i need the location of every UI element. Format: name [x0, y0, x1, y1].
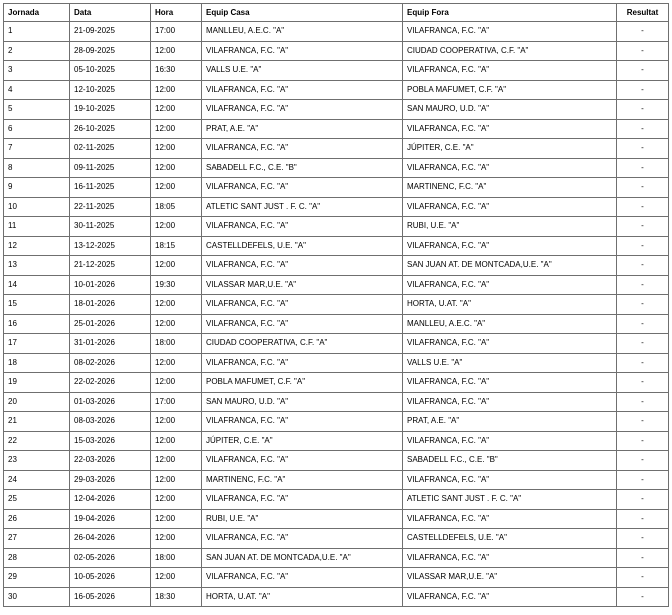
cell-jornada: 3 [4, 61, 70, 81]
table-row [4, 412, 669, 432]
table-row [4, 256, 669, 276]
cell-data: 02-11-2025 [70, 139, 151, 159]
cell-equip-casa: CASTELLDEFELS, U.E. "A" [202, 236, 403, 256]
cell-hora: 12:00 [151, 529, 202, 549]
cell-equip-fora: VILASSAR MAR,U.E. "A" [403, 568, 617, 588]
cell-equip-fora: VILAFRANCA, F.C. "A" [403, 236, 617, 256]
table-body [4, 22, 669, 607]
cell-data: 31-01-2026 [70, 334, 151, 354]
cell-hora: 12:00 [151, 178, 202, 198]
cell-equip-fora: CIUDAD COOPERATIVA, C.F. "A" [403, 41, 617, 61]
cell-resultat: - [617, 373, 669, 393]
cell-hora: 18:30 [151, 587, 202, 607]
cell-equip-fora: RUBI, U.E. "A" [403, 217, 617, 237]
cell-jornada: 29 [4, 568, 70, 588]
cell-hora: 12:00 [151, 509, 202, 529]
cell-equip-fora: MARTINENC, F.C. "A" [403, 178, 617, 198]
cell-data: 25-01-2026 [70, 314, 151, 334]
cell-data: 28-09-2025 [70, 41, 151, 61]
table-row [4, 451, 669, 471]
cell-equip-fora: VILAFRANCA, F.C. "A" [403, 197, 617, 217]
cell-data: 19-04-2026 [70, 509, 151, 529]
cell-equip-fora: VILAFRANCA, F.C. "A" [403, 548, 617, 568]
cell-data: 21-09-2025 [70, 22, 151, 42]
cell-data: 29-03-2026 [70, 470, 151, 490]
cell-equip-casa: POBLA MAFUMET, C.F. "A" [202, 373, 403, 393]
table-row [4, 314, 669, 334]
cell-equip-fora: VILAFRANCA, F.C. "A" [403, 373, 617, 393]
cell-equip-casa: JÚPITER, C.E. "A" [202, 431, 403, 451]
cell-data: 08-02-2026 [70, 353, 151, 373]
cell-equip-casa: SABADELL F.C., C.E. "B" [202, 158, 403, 178]
cell-hora: 12:00 [151, 353, 202, 373]
cell-resultat: - [617, 353, 669, 373]
table-row [4, 431, 669, 451]
cell-jornada: 7 [4, 139, 70, 159]
cell-hora: 17:00 [151, 22, 202, 42]
table-row [4, 490, 669, 510]
table-row [4, 100, 669, 120]
cell-hora: 12:00 [151, 451, 202, 471]
cell-resultat: - [617, 295, 669, 315]
cell-data: 18-01-2026 [70, 295, 151, 315]
cell-jornada: 26 [4, 509, 70, 529]
cell-equip-fora: VILAFRANCA, F.C. "A" [403, 61, 617, 81]
cell-resultat: - [617, 490, 669, 510]
cell-resultat: - [617, 529, 669, 549]
cell-jornada: 9 [4, 178, 70, 198]
cell-data: 16-05-2026 [70, 587, 151, 607]
cell-equip-casa: CIUDAD COOPERATIVA, C.F. "A" [202, 334, 403, 354]
cell-data: 09-11-2025 [70, 158, 151, 178]
cell-equip-fora: SAN MAURO, U.D. "A" [403, 100, 617, 120]
cell-data: 13-12-2025 [70, 236, 151, 256]
fixtures-container [3, 3, 668, 607]
cell-jornada: 4 [4, 80, 70, 100]
cell-hora: 12:00 [151, 158, 202, 178]
cell-resultat: - [617, 22, 669, 42]
cell-equip-casa: VILAFRANCA, F.C. "A" [202, 139, 403, 159]
cell-resultat: - [617, 119, 669, 139]
table-row [4, 22, 669, 42]
cell-data: 21-12-2025 [70, 256, 151, 276]
cell-resultat: - [617, 100, 669, 120]
cell-resultat: - [617, 236, 669, 256]
cell-jornada: 30 [4, 587, 70, 607]
cell-equip-fora: VILAFRANCA, F.C. "A" [403, 509, 617, 529]
cell-hora: 19:30 [151, 275, 202, 295]
table-row [4, 587, 669, 607]
cell-hora: 12:00 [151, 568, 202, 588]
cell-resultat: - [617, 139, 669, 159]
cell-resultat: - [617, 568, 669, 588]
cell-data: 08-03-2026 [70, 412, 151, 432]
cell-hora: 18:15 [151, 236, 202, 256]
cell-jornada: 20 [4, 392, 70, 412]
table-row [4, 275, 669, 295]
cell-jornada: 8 [4, 158, 70, 178]
cell-equip-fora: VILAFRANCA, F.C. "A" [403, 22, 617, 42]
header-equip-fora: Equip Fora [403, 4, 617, 22]
cell-jornada: 10 [4, 197, 70, 217]
cell-hora: 12:00 [151, 80, 202, 100]
cell-hora: 12:00 [151, 119, 202, 139]
cell-resultat: - [617, 431, 669, 451]
cell-equip-fora: MANLLEU, A.E.C. "A" [403, 314, 617, 334]
cell-data: 05-10-2025 [70, 61, 151, 81]
cell-data: 19-10-2025 [70, 100, 151, 120]
cell-jornada: 23 [4, 451, 70, 471]
cell-equip-casa: VILAFRANCA, F.C. "A" [202, 295, 403, 315]
cell-resultat: - [617, 178, 669, 198]
cell-equip-casa: VILAFRANCA, F.C. "A" [202, 41, 403, 61]
cell-resultat: - [617, 509, 669, 529]
table-row [4, 392, 669, 412]
cell-equip-fora: SABADELL F.C., C.E. "B" [403, 451, 617, 471]
table-row [4, 295, 669, 315]
cell-equip-casa: MANLLEU, A.E.C. "A" [202, 22, 403, 42]
cell-resultat: - [617, 587, 669, 607]
cell-resultat: - [617, 548, 669, 568]
table-row [4, 509, 669, 529]
cell-hora: 12:00 [151, 139, 202, 159]
cell-equip-casa: VILAFRANCA, F.C. "A" [202, 100, 403, 120]
fixtures-table [3, 3, 669, 607]
cell-equip-casa: VILAFRANCA, F.C. "A" [202, 217, 403, 237]
cell-hora: 12:00 [151, 295, 202, 315]
cell-hora: 12:00 [151, 314, 202, 334]
cell-jornada: 21 [4, 412, 70, 432]
cell-equip-casa: VILAFRANCA, F.C. "A" [202, 256, 403, 276]
cell-equip-fora: VILAFRANCA, F.C. "A" [403, 119, 617, 139]
table-row [4, 373, 669, 393]
cell-resultat: - [617, 80, 669, 100]
cell-resultat: - [617, 41, 669, 61]
header-jornada: Jornada [4, 4, 70, 22]
cell-resultat: - [617, 256, 669, 276]
cell-equip-casa: VILASSAR MAR,U.E. "A" [202, 275, 403, 295]
cell-equip-fora: VILAFRANCA, F.C. "A" [403, 587, 617, 607]
cell-equip-casa: VILAFRANCA, F.C. "A" [202, 353, 403, 373]
table-row [4, 197, 669, 217]
cell-equip-fora: VILAFRANCA, F.C. "A" [403, 470, 617, 490]
table-row [4, 334, 669, 354]
table-row [4, 80, 669, 100]
cell-jornada: 11 [4, 217, 70, 237]
cell-equip-fora: CASTELLDEFELS, U.E. "A" [403, 529, 617, 549]
cell-equip-casa: VILAFRANCA, F.C. "A" [202, 178, 403, 198]
cell-equip-fora: VILAFRANCA, F.C. "A" [403, 275, 617, 295]
cell-data: 26-04-2026 [70, 529, 151, 549]
cell-data: 12-04-2026 [70, 490, 151, 510]
cell-jornada: 15 [4, 295, 70, 315]
cell-jornada: 17 [4, 334, 70, 354]
table-row [4, 139, 669, 159]
cell-jornada: 12 [4, 236, 70, 256]
cell-data: 10-01-2026 [70, 275, 151, 295]
cell-jornada: 25 [4, 490, 70, 510]
cell-jornada: 2 [4, 41, 70, 61]
table-row [4, 158, 669, 178]
cell-data: 15-03-2026 [70, 431, 151, 451]
table-row [4, 548, 669, 568]
cell-equip-casa: PRAT, A.E. "A" [202, 119, 403, 139]
cell-jornada: 19 [4, 373, 70, 393]
cell-hora: 18:00 [151, 334, 202, 354]
cell-data: 02-05-2026 [70, 548, 151, 568]
cell-equip-casa: ATLETIC SANT JUST . F. C. "A" [202, 197, 403, 217]
cell-equip-casa: MARTINENC, F.C. "A" [202, 470, 403, 490]
cell-hora: 12:00 [151, 373, 202, 393]
cell-equip-fora: VILAFRANCA, F.C. "A" [403, 431, 617, 451]
cell-equip-fora: SAN JUAN AT. DE MONTCADA,U.E. "A" [403, 256, 617, 276]
cell-data: 01-03-2026 [70, 392, 151, 412]
cell-resultat: - [617, 217, 669, 237]
cell-hora: 12:00 [151, 256, 202, 276]
cell-hora: 17:00 [151, 392, 202, 412]
header-equip-casa: Equip Casa [202, 4, 403, 22]
cell-equip-casa: HORTA, U.AT. "A" [202, 587, 403, 607]
cell-equip-casa: VILAFRANCA, F.C. "A" [202, 451, 403, 471]
header-data: Data [70, 4, 151, 22]
cell-equip-casa: VILAFRANCA, F.C. "A" [202, 490, 403, 510]
table-header [4, 4, 669, 22]
table-row [4, 470, 669, 490]
table-row [4, 236, 669, 256]
cell-resultat: - [617, 314, 669, 334]
table-row [4, 41, 669, 61]
cell-equip-casa: VILAFRANCA, F.C. "A" [202, 412, 403, 432]
cell-resultat: - [617, 412, 669, 432]
cell-jornada: 16 [4, 314, 70, 334]
cell-hora: 12:00 [151, 412, 202, 432]
table-row [4, 529, 669, 549]
cell-equip-fora: JÚPITER, C.E. "A" [403, 139, 617, 159]
cell-jornada: 6 [4, 119, 70, 139]
header-row [4, 4, 669, 22]
cell-equip-fora: POBLA MAFUMET, C.F. "A" [403, 80, 617, 100]
cell-equip-casa: VILAFRANCA, F.C. "A" [202, 568, 403, 588]
cell-data: 26-10-2025 [70, 119, 151, 139]
cell-resultat: - [617, 197, 669, 217]
cell-jornada: 18 [4, 353, 70, 373]
header-resultat: Resultat [617, 4, 669, 22]
cell-equip-casa: VALLS U.E. "A" [202, 61, 403, 81]
cell-hora: 16:30 [151, 61, 202, 81]
cell-hora: 12:00 [151, 470, 202, 490]
cell-equip-fora: VILAFRANCA, F.C. "A" [403, 158, 617, 178]
cell-data: 10-05-2026 [70, 568, 151, 588]
cell-resultat: - [617, 275, 669, 295]
cell-data: 22-02-2026 [70, 373, 151, 393]
cell-equip-fora: HORTA, U.AT. "A" [403, 295, 617, 315]
cell-equip-fora: ATLETIC SANT JUST . F. C. "A" [403, 490, 617, 510]
cell-resultat: - [617, 334, 669, 354]
cell-hora: 18:00 [151, 548, 202, 568]
cell-jornada: 22 [4, 431, 70, 451]
cell-equip-fora: VILAFRANCA, F.C. "A" [403, 392, 617, 412]
cell-resultat: - [617, 392, 669, 412]
cell-hora: 12:00 [151, 217, 202, 237]
cell-resultat: - [617, 470, 669, 490]
table-row [4, 353, 669, 373]
cell-hora: 12:00 [151, 100, 202, 120]
cell-hora: 12:00 [151, 490, 202, 510]
cell-resultat: - [617, 158, 669, 178]
table-row [4, 61, 669, 81]
table-row [4, 217, 669, 237]
cell-equip-fora: VILAFRANCA, F.C. "A" [403, 334, 617, 354]
cell-hora: 12:00 [151, 41, 202, 61]
table-row [4, 178, 669, 198]
cell-equip-casa: VILAFRANCA, F.C. "A" [202, 529, 403, 549]
cell-jornada: 28 [4, 548, 70, 568]
cell-hora: 18:05 [151, 197, 202, 217]
cell-equip-casa: VILAFRANCA, F.C. "A" [202, 80, 403, 100]
cell-jornada: 14 [4, 275, 70, 295]
cell-data: 22-11-2025 [70, 197, 151, 217]
cell-equip-casa: RUBI, U.E. "A" [202, 509, 403, 529]
cell-hora: 12:00 [151, 431, 202, 451]
cell-jornada: 13 [4, 256, 70, 276]
table-row [4, 119, 669, 139]
cell-jornada: 27 [4, 529, 70, 549]
cell-resultat: - [617, 451, 669, 471]
cell-equip-fora: VALLS U.E. "A" [403, 353, 617, 373]
cell-data: 16-11-2025 [70, 178, 151, 198]
cell-data: 22-03-2026 [70, 451, 151, 471]
table-row [4, 568, 669, 588]
cell-jornada: 1 [4, 22, 70, 42]
cell-resultat: - [617, 61, 669, 81]
cell-jornada: 24 [4, 470, 70, 490]
header-hora: Hora [151, 4, 202, 22]
cell-jornada: 5 [4, 100, 70, 120]
cell-data: 12-10-2025 [70, 80, 151, 100]
cell-equip-casa: SAN MAURO, U.D. "A" [202, 392, 403, 412]
cell-equip-fora: PRAT, A.E. "A" [403, 412, 617, 432]
cell-data: 30-11-2025 [70, 217, 151, 237]
cell-equip-casa: SAN JUAN AT. DE MONTCADA,U.E. "A" [202, 548, 403, 568]
cell-equip-casa: VILAFRANCA, F.C. "A" [202, 314, 403, 334]
